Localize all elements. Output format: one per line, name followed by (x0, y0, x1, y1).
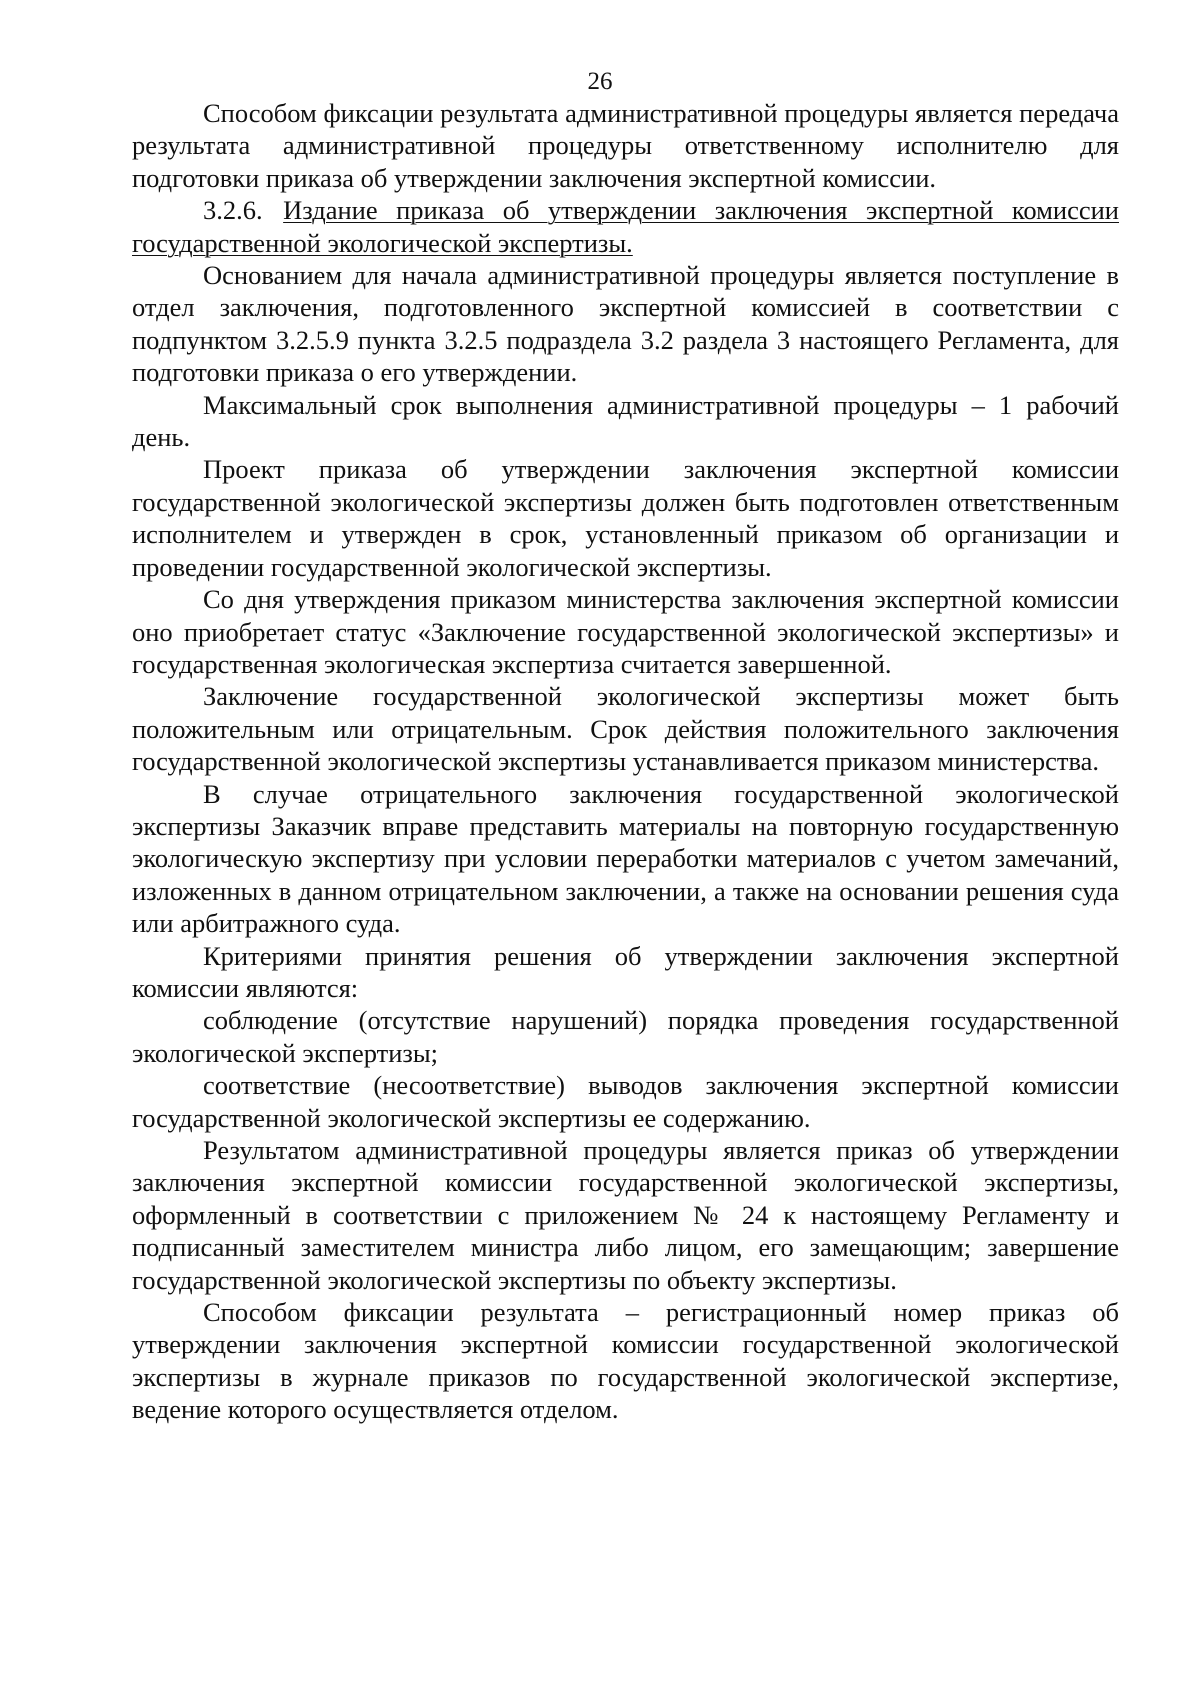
section-heading (132, 194, 1119, 259)
page-number: 26 (587, 68, 613, 95)
paragraph-criterion-conformity: соответствие (несоответствие) выводов заключения экспертной комиссии государственной экологической экспертизы ее содержанию. (132, 1070, 1119, 1133)
paragraph-criterion-compliance: соблюдение (отсутствие нарушений) порядка проведения государственной экологической экспертизы; (132, 1005, 1119, 1068)
paragraph-negative-conclusion: В случае отрицательного заключения государственной экологической экспертизы Заказчик вправе представить материалы на повторную государственную экологическую экспертизу при условии переработки материалов с учетом замечаний, изложенных в данном отрицательном заключении, а также на основании решения суда или арбитражного суда. (132, 778, 1119, 939)
paragraph-max-term: Максимальный срок выполнения административной процедуры – 1 рабочий день. (132, 389, 1119, 453)
section-title: Издание приказа об утверждении заключения экспертной комиссии государственной экологической экспертизы. (132, 195, 1119, 258)
paragraph-criteria-intro: Критериями принятия решения об утверждении заключения экспертной комиссии являются: (132, 940, 1119, 1003)
paragraph-result: Результатом административной процедуры является приказ об утверждении заключения экспертной комиссии государственной экологической экспертизы, оформленный в соответствии с приложением № 24 к настоящему Регламенту и подписанный заместителем министра либо лицом, его замещающим; завершение государственной экологической экспертизы по объекту экспертизы. (132, 1135, 1119, 1295)
paragraph-approval-status: Со дня утверждения приказом министерства заключения экспертной комиссии оно приобретает статус «Заключение государственной экологической экспертизы» и государственная экологическая экспертиза считается завершенной. (132, 584, 1119, 679)
paragraph-draft-order: Проект приказа об утверждении заключения экспертной комиссии государственной экологической экспертизы должен быть подготовлен ответственным исполнителем и утвержден в срок, установленный приказом об организации и проведении государственной экологической экспертизы. (132, 454, 1119, 582)
paragraph-conclusion-type: Заключение государственной экологической экспертизы может быть положительным или отрицательным. Срок действия положительного заключения государственной экологической экспертизы устанавливается приказом министерства. (132, 681, 1119, 777)
paragraph-basis: Основанием для начала административной процедуры является поступление в отдел заключения, подготовленного экспертной комиссией в соответствии с подпунктом 3.2.5.9 пункта 3.2.5 подраздела 3.2 раздела 3 настоящего Регламента, для подготовки приказа о его утверждении. (132, 260, 1119, 388)
section-number: 3.2.6. (203, 195, 263, 226)
paragraph-fixation-method: Способом фиксации результата административной процедуры является передача результата административной процедуры ответственному исполнителю для подготовки приказа об утверждении заключения экспертной комиссии. (132, 98, 1119, 193)
paragraph-result-fixation: Способом фиксации результата – регистрационный номер приказ об утверждении заключения экспертной комиссии государственной экологической экспертизы в журнале приказов по государственной экологической экспертизе, ведение которого осуществляется отделом. (132, 1297, 1119, 1425)
document-body (132, 97, 1119, 1426)
